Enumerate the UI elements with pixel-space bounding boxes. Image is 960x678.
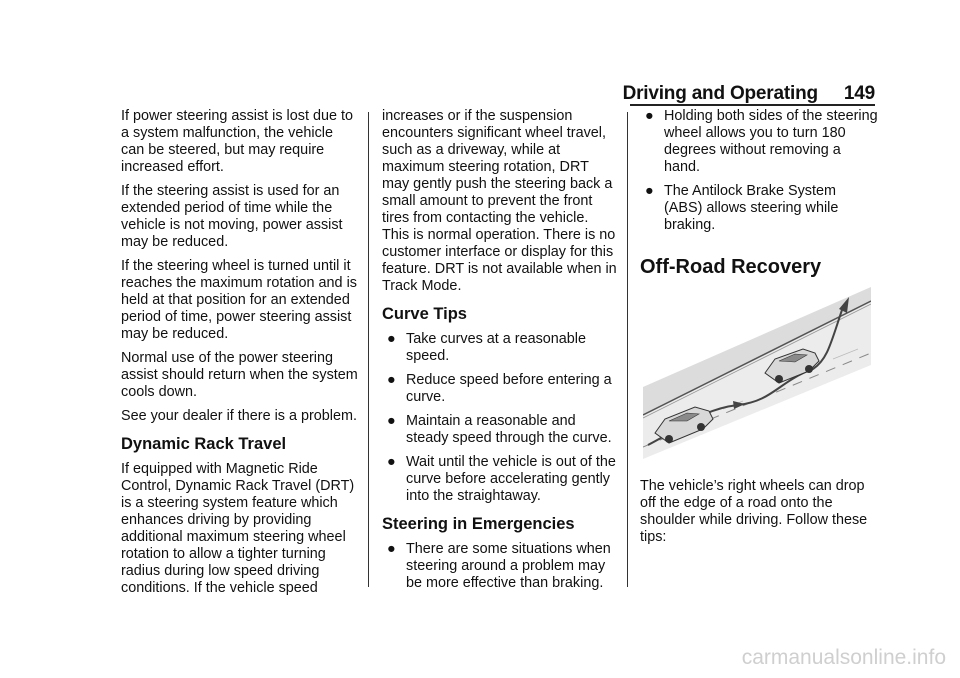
- list-item-text: Take curves at a reasonable speed.: [406, 331, 586, 364]
- bullet-icon: ●: [645, 108, 654, 124]
- bullet-icon: ●: [387, 541, 396, 557]
- paragraph: increases or if the suspension encounters significant wheel travel, such as a driveway, while at maximum steering rotation, DRT may gently push the steering back a small amount to prevent the front tires from contacting the vehicle. This is normal operation. There is no customer interface or display for this feature. DRT is not available when in Track Mode.: [382, 108, 617, 294]
- list-item: [640, 183, 878, 234]
- paragraph: If the steering wheel is turned until it reaches the maximum rotation and is held at that position for an extended period of time, power steering assist may be reduced.: [121, 258, 357, 342]
- bullet-icon: ●: [645, 183, 654, 199]
- list-item-text: There are some situations when steering around a problem may be more effective than braking.: [406, 541, 611, 591]
- column-3: [640, 108, 878, 279]
- figure-caption: The vehicle’s right wheels can drop off the edge of a road onto the shoulder while driving. Follow these tips:: [640, 478, 868, 545]
- list-item: [382, 454, 618, 505]
- list-item: [640, 108, 878, 176]
- paragraph: If the steering assist is used for an extended period of time while the vehicle is not moving, power assist may be reduced.: [121, 183, 343, 250]
- list-item-text: The Antilock Brake System (ABS) allows steering while braking.: [664, 183, 839, 233]
- column-1: [121, 108, 359, 604]
- column-3-lower: [640, 478, 878, 553]
- column-divider-2: [627, 112, 628, 587]
- paragraph: Normal use of the power steering assist should return when the system cools down.: [121, 350, 358, 400]
- steering-list: [640, 108, 878, 234]
- column-2: [382, 108, 618, 599]
- list-item-text: Maintain a reasonable and steady speed through the curve.: [406, 413, 612, 446]
- list-item-text: Wait until the vehicle is out of the curve before accelerating gently into the straightaway.: [406, 454, 616, 504]
- list-item: [382, 372, 618, 406]
- header-rule: [630, 104, 875, 106]
- list-item: [382, 331, 618, 365]
- emergency-list: [382, 541, 618, 592]
- bullet-icon: ●: [387, 331, 396, 347]
- paragraph: If power steering assist is lost due to a system malfunction, the vehicle can be steered, but may require increased effort.: [121, 108, 353, 175]
- heading-dynamic-rack-travel: Dynamic Rack Travel: [121, 435, 287, 453]
- list-item-text: Reduce speed before entering a curve.: [406, 372, 612, 405]
- list-item: [382, 541, 618, 592]
- heading-curve-tips: Curve Tips: [382, 305, 467, 323]
- curve-tips-list: [382, 331, 618, 505]
- column-divider-1: [368, 112, 369, 587]
- bullet-icon: ●: [387, 413, 396, 429]
- page-number: 149: [843, 83, 875, 104]
- bullet-icon: ●: [387, 454, 396, 470]
- heading-off-road-recovery: Off-Road Recovery: [640, 256, 822, 278]
- paragraph: If equipped with Magnetic Ride Control, Dynamic Rack Travel (DRT) is a steering system feature which enhances driving by providing additional maximum steering wheel rotation to allow a tighter turning radius during low speed driving conditions. If the vehicle speed: [121, 461, 355, 596]
- off-road-recovery-illustration: [643, 287, 871, 459]
- heading-steering-in-emergencies: Steering in Emergencies: [382, 515, 575, 533]
- list-item: [382, 413, 618, 447]
- paragraph: See your dealer if there is a problem.: [121, 408, 357, 424]
- list-item-text: Holding both sides of the steering wheel allows you to turn 180 degrees without removing a hand.: [664, 108, 878, 175]
- bullet-icon: ●: [387, 372, 396, 388]
- page-header: [600, 83, 875, 105]
- header-title: Driving and Operating: [622, 83, 818, 104]
- watermark: carmanualsonline.info: [741, 646, 946, 669]
